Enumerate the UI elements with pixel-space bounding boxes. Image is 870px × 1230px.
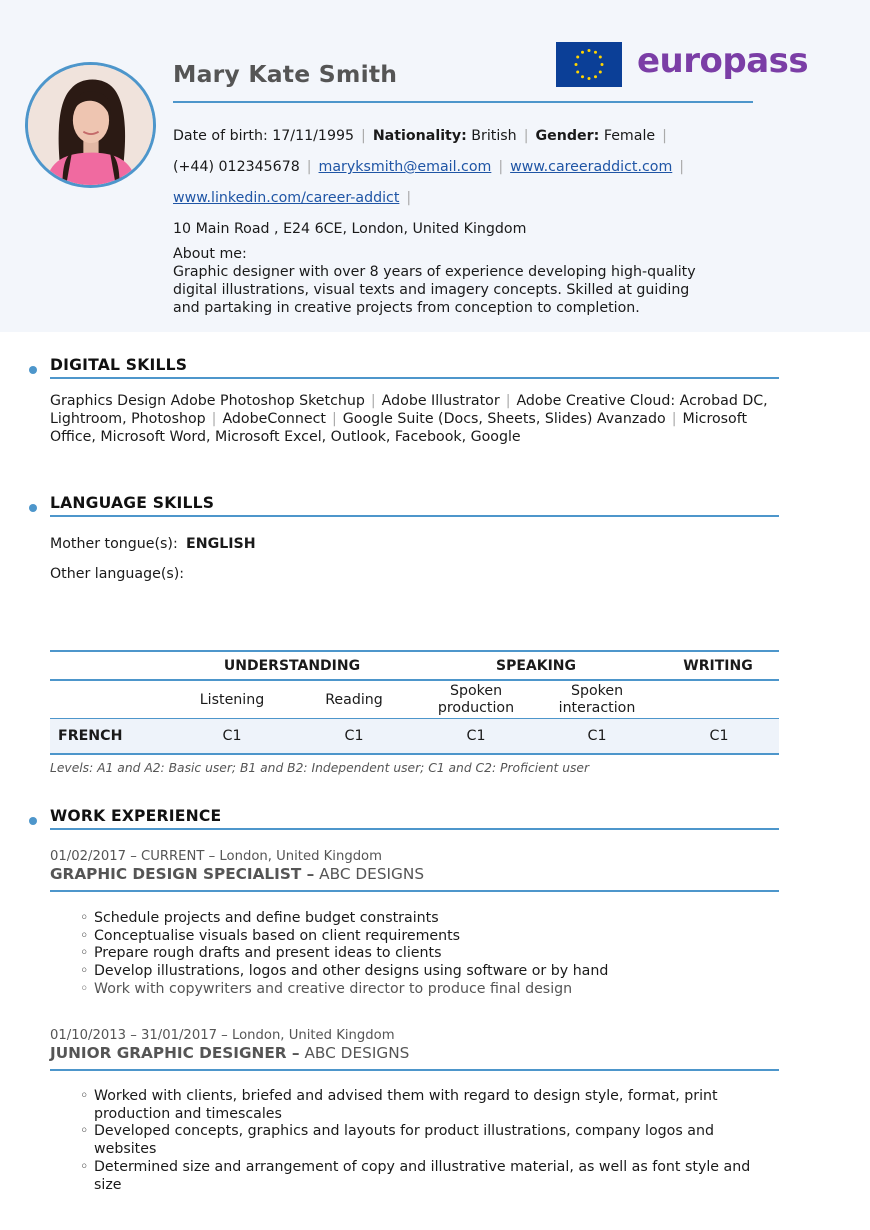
candidate-name: Mary Kate Smith <box>173 60 398 88</box>
skill-item: Adobe Creative Cloud: Acrobad DC, Lightroom, Photoshop <box>50 393 768 427</box>
subheader-spoken-interaction-line1: Spoken <box>570 683 624 699</box>
linkedin-link[interactable]: www.linkedin.com/career-addict <box>173 190 400 206</box>
gender-value: Female <box>603 128 656 144</box>
level-reading: C1 <box>344 728 364 744</box>
skill-item: Google Suite (Docs, Sheets, Slides) Avanzado <box>342 410 666 427</box>
job-duties-list <box>80 910 780 999</box>
levels-note: Levels: A1 and A2: Basic user; B1 and B2: Independent user; C1 and C2: Proficient user <box>50 761 590 775</box>
list-item: ◦ Conceptualise visuals based on client requirements <box>80 928 780 946</box>
level-spoken-interaction: C1 <box>587 728 607 744</box>
linkedin-line: www.linkedin.com/career-addict | <box>173 190 412 206</box>
list-item: ◦ Prepare rough drafts and present ideas to clients <box>80 945 780 963</box>
job-divider <box>50 1069 779 1071</box>
cv-header <box>0 0 870 332</box>
skill-item: Adobe Illustrator <box>381 393 500 409</box>
subheader-listening: Listening <box>199 692 265 708</box>
job-meta: 01/10/2013 – 31/01/2017 – London, United Kingdom <box>50 1028 395 1043</box>
section-bullet <box>29 817 37 825</box>
nationality-label: Nationality: <box>372 128 467 144</box>
mother-tongue-label: Mother tongue(s): <box>50 536 178 552</box>
job-meta: 01/02/2017 – CURRENT – London, United Kingdom <box>50 849 382 864</box>
header-understanding: UNDERSTANDING <box>223 658 361 674</box>
level-spoken-production: C1 <box>466 728 486 744</box>
table-rule <box>50 679 779 681</box>
section-title-work-experience: WORK EXPERIENCE <box>50 807 222 825</box>
list-item: ◦ Developed concepts, graphics and layouts for product illustrations, company logos and websites <box>80 1123 770 1158</box>
about-label: About me: <box>173 246 247 262</box>
nationality-value: British <box>471 128 517 144</box>
profile-photo-icon <box>28 65 153 185</box>
header-speaking: SPEAKING <box>495 658 576 674</box>
europass-logo: europass <box>637 41 809 81</box>
section-bullet <box>29 504 37 512</box>
list-item: ◦ Worked with clients, briefed and advised them with regard to design style, format, print production and timescales <box>80 1088 770 1123</box>
digital-skills-list: Graphics Design Adobe Photoshop Sketchup | Adobe Illustrator | Adobe Creative Cloud: Acrobad DC, Lightroom, Photoshop | AdobeConnect | Google Suite (Docs, Sheets, Slides) Avanzado | Microsoft Office, Microsoft Word, Microsoft Excel, Outlook, Facebook, Google <box>50 393 768 445</box>
list-item: ◦ Determined size and arrangement of copy and illustrative material, as well as font style and size <box>80 1159 770 1194</box>
skill-item: AdobeConnect <box>222 410 326 427</box>
list-item: ◦ Develop illustrations, logos and other designs using software or by hand <box>80 963 780 981</box>
avatar <box>25 62 156 188</box>
address: 10 Main Road , E24 6CE, London, United Kingdom <box>173 221 527 237</box>
level-listening: C1 <box>222 728 242 744</box>
email-link[interactable]: maryksmith@email.com <box>318 159 492 175</box>
subheader-spoken-interaction-line2: interaction <box>558 700 636 716</box>
personal-details: Date of birth: 17/11/1995 | Nationality: British | Gender: Female | <box>173 128 667 144</box>
skill-item: Graphics Design Adobe Photoshop Sketchup <box>50 393 365 409</box>
other-languages-label: Other language(s): <box>50 566 185 582</box>
section-bullet <box>29 366 37 374</box>
job-duties-list <box>80 1088 770 1194</box>
about-text: Graphic designer with over 8 years of experience developing high-quality digital illustrations, visual texts and imagery concepts. Skilled at guiding and partaking in creative projects from conception to completion. <box>173 264 696 316</box>
job-company: ABC DESIGNS <box>319 865 425 883</box>
subheader-spoken-production-line1: Spoken <box>449 683 503 699</box>
section-title-digital-skills: DIGITAL SKILLS <box>50 356 188 374</box>
dob-label: Date of birth: <box>173 128 268 144</box>
job-divider <box>50 890 779 892</box>
subheader-spoken-production-line2: production <box>437 700 515 716</box>
level-writing: C1 <box>709 728 729 744</box>
job-title <box>50 865 424 883</box>
language-name: FRENCH <box>58 728 123 744</box>
subheader-reading: Reading <box>325 692 383 708</box>
section-divider <box>50 828 779 830</box>
gender-label: Gender: <box>535 128 600 144</box>
dob-value: 17/11/1995 <box>272 128 355 144</box>
section-divider <box>50 377 779 379</box>
list-item: ◦ Schedule projects and define budget constraints <box>80 910 780 928</box>
list-item: ◦ Work with copywriters and creative director to produce final design <box>80 981 780 999</box>
job-company: ABC DESIGNS <box>304 1044 410 1062</box>
skill-item: Microsoft Office, Microsoft Word, Microsoft Excel, Outlook, Facebook, Google <box>50 410 748 445</box>
phone-number: (+44) 012345678 <box>173 159 300 175</box>
mother-tongue-value: ENGLISH <box>186 536 256 552</box>
website-link[interactable]: www.careeraddict.com <box>510 159 673 175</box>
job-position: GRAPHIC DESIGN SPECIALIST – <box>50 865 315 883</box>
table-rule <box>50 753 779 755</box>
subheader-spoken-interaction <box>536 683 658 717</box>
job-position: JUNIOR GRAPHIC DESIGNER – <box>50 1044 300 1062</box>
table-rule <box>50 650 779 652</box>
section-divider <box>50 515 779 517</box>
section-title-language-skills: LANGUAGE SKILLS <box>50 494 215 512</box>
header-writing: WRITING <box>683 658 753 674</box>
contact-details: (+44) 012345678 | maryksmith@email.com | www.careeraddict.com | <box>173 159 685 175</box>
job-title <box>50 1044 409 1062</box>
eu-flag-icon <box>556 42 622 87</box>
name-divider <box>173 101 753 103</box>
subheader-spoken-production <box>415 683 537 717</box>
